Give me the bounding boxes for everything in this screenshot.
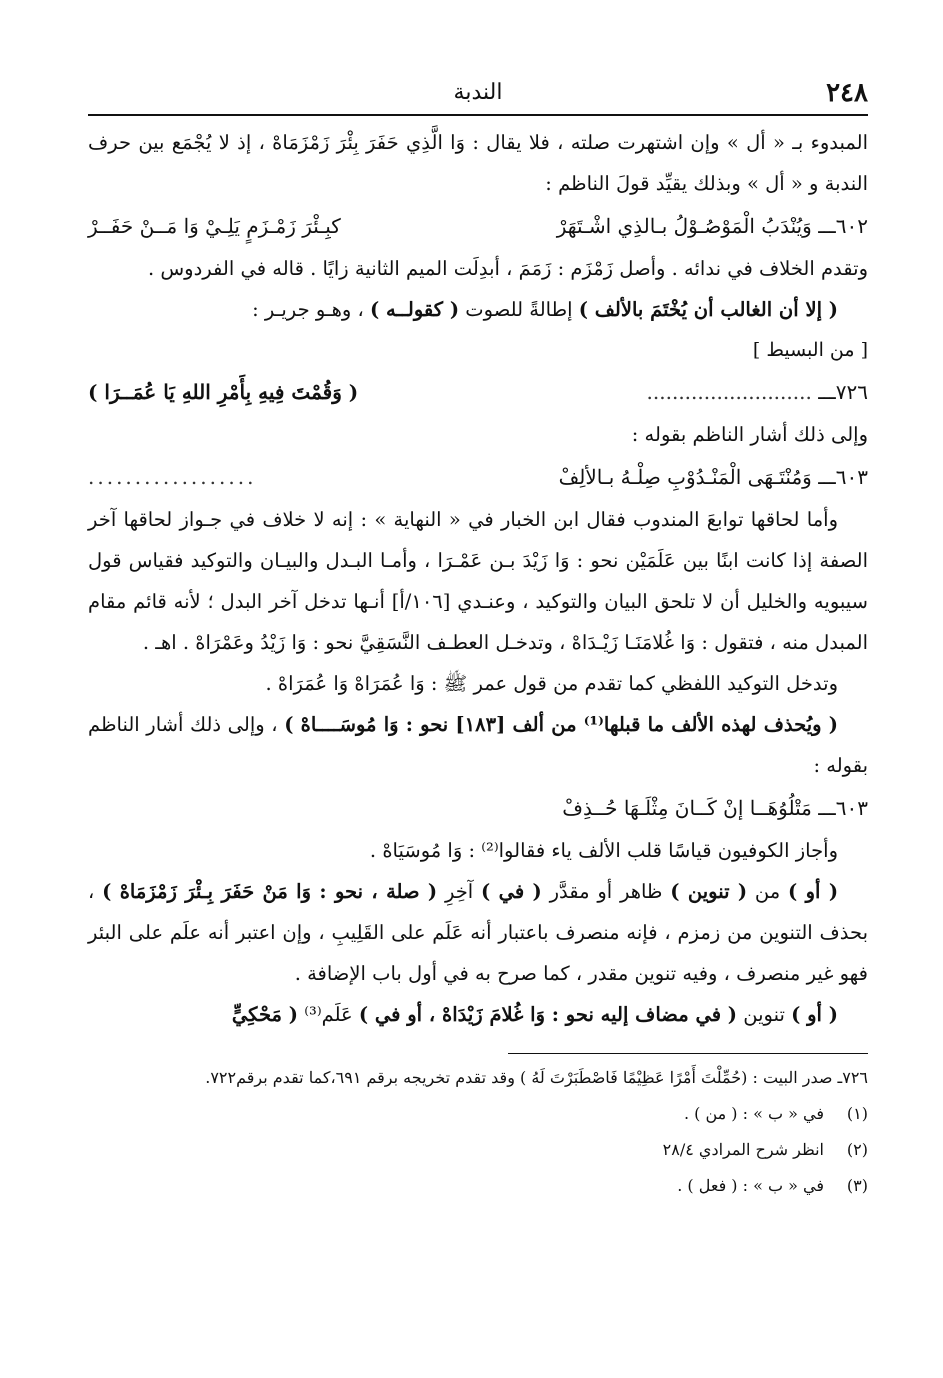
paragraph-9 <box>88 871 868 994</box>
p3-bold-1: ( إلا أن الغالب أن يُخْتَمَ بالألف ) <box>578 298 838 321</box>
verse-603b <box>88 786 868 830</box>
verse-602-first-hemistich <box>557 204 868 248</box>
verse-726-number: ٧٢٦ـــ <box>818 380 868 404</box>
paragraph-4: وإلى ذلك أشار الناظم بقوله : <box>631 423 868 446</box>
verse-603b-number: ٦٠٣ـــ <box>818 796 868 820</box>
verse-602-second-hemistich: كبِـئْرَ زَمْـزَمٍ يَلِـيْ وَا مَــنْ حَفَــرْ <box>88 214 341 238</box>
verse-603a-dots: .................. <box>88 465 257 489</box>
verse-603b-first <box>562 786 868 830</box>
verse-603b-text: مَتْلُوُهَــا إنْ كَــانَ مِثْلَـهَا حُــذِفْ <box>562 796 812 820</box>
p10-e: ( مَحْكِيٍّ <box>231 1003 298 1026</box>
footnote-3 <box>88 1168 868 1204</box>
verse-726-dots: .......................... <box>646 380 812 404</box>
footnote-3-text: في « ب » : ( فعل ) . <box>677 1176 824 1195</box>
footnote-1-number: (١) <box>846 1104 868 1123</box>
paragraph-10 <box>88 994 868 1035</box>
paragraph-1: المبدوء بـ « أل » وإن اشتهرت صلته ، فلا يقال : وَا الَّذِي حَفَرَ بِئْرَ زَمْزَمَاهْ ، إذ لا يُجْمَع بين حرف الندبة و « أل » وبذلك يقيِّد قولَ الناظم : <box>88 131 868 195</box>
p10-b: تنوين <box>743 1003 785 1026</box>
p9-h: ، بحذف التنوين من زمزم ، فإنه منصرف باعتبار أنه عَلَم على القَلِيبِ ، وإن اعتبر أنه علَم على البئر فهو غير منصرف ، وفيه تنوين مقدر ، كما صرح به في أول باب الإضافة . <box>88 880 868 985</box>
p10-d: عَلَم⁽³⁾ <box>304 1003 353 1026</box>
p9-a: ( أو ) <box>788 880 839 903</box>
footnote-3-number: (٣) <box>846 1176 868 1195</box>
verse-603a-number: ٦٠٣ـــ <box>818 465 868 489</box>
footnote-2 <box>88 1132 868 1168</box>
paragraph-5: وأما لحاقها توابعَ المندوب فقال ابن الخبار في « النهاية » : إنه لا خلاف في جـواز لحاقها آخر الصفة إذا كانت ابنًا بين عَلَمَيْن نحو : وَا زَيْدَ بـن عَمْـرَا ، وأمـا البـدل والبيـان والتوكيد فقياس قول سيبويه والخليل أن لا تلحق البيان والتوكيد ، وعنـدي [١٠٦/أ] أنـها تدخل آخر البدل ؛ لأنه قائم مقام المبدل منه ، فتقول : وَا غُلامَنَـا زَيْـدَاهْ ، وتدخـل العطـف النَّسَقِيَّ نحو : وَا زَيْدُ وعَمْرَاهْ . اهـ . <box>88 508 868 654</box>
footnote-rule <box>508 1053 868 1054</box>
paragraph-6: وتدخل التوكيد اللفظي كما تقدم من قول عمر ﷺ : وَا عُمَرَاهْ وَا عُمَرَاهْ . <box>265 672 838 695</box>
paragraph-7 <box>88 704 868 786</box>
verse-602-number: ٦٠٢ـــ <box>818 214 868 238</box>
verse-726-text: ( وَقُمْتَ فِيهِ بِأَمْرِ اللهِ يَا عُمَــرَا ) <box>88 380 359 404</box>
p3-bold-2: ( كقولــه ) <box>370 298 460 321</box>
verse-726 <box>88 370 868 414</box>
p7-end: ، وإلى ذلك أشار الناظم بقوله : <box>88 713 868 777</box>
paragraph-2: وتقدم الخلاف في ندائه . وأصل زَمْزَم : زَمَمَ ، أبدِلَت الميم الثانية زايًا . قاله في الفردوس . <box>147 257 868 280</box>
p3-end: ، وهـو جريـر : <box>252 298 364 321</box>
header-rule <box>88 114 868 116</box>
footnote-1 <box>88 1096 868 1132</box>
verse-726-left-part <box>647 370 868 414</box>
p9-f: آخِرِ <box>444 880 474 903</box>
p3-mid: إطالةً للصوت <box>465 298 573 321</box>
footnote-2-text: انظر شرح المرادي ٢٨/٤ <box>662 1140 824 1159</box>
verse-603a-first <box>559 455 868 499</box>
p10-c: ( في مضاف إليه نحو : وَا غُلامَ زَيْدَاهْ ، أو في ) <box>358 1003 738 1026</box>
verse-602 <box>88 204 868 248</box>
p9-d: ظاهر أو مقدَّر <box>549 880 663 903</box>
verse-602-first-text: وَيُنْدَبُ الْمَوْصُـوْلُ بـالذِي اشْـتَهَرْ <box>556 214 812 238</box>
p9-e: ( في ) <box>481 880 542 903</box>
meter-label: [ من البسيط ] <box>752 339 868 361</box>
page-header <box>88 78 868 114</box>
page-number: ٢٤٨ <box>826 78 868 108</box>
p10-a: ( أو ) <box>791 1003 838 1026</box>
p9-b: من <box>754 880 781 903</box>
footnote-1-text: في « ب » : ( من ) . <box>683 1104 824 1123</box>
footnote-726: ٧٢٦ـ صدر البيت : (حُمِّلْتَ أَمْرًا عَظِيْمًا فَاصْطَبَرْتَ لَهُ ) وقد تقدم تخريجه برقم ٦٩١،كما تقدم برقم٧٢٢. <box>205 1068 868 1087</box>
verse-603a <box>88 455 868 499</box>
paragraph-3 <box>88 289 868 330</box>
p9-g: ( صلة ، نحو : وَا مَنْ حَفَرَ بِـئْرَ زَمْزَمَاهْ ) <box>102 880 438 903</box>
p7-bold: ( ويُحذف لهذه الألف ما قبلها⁽¹⁾ من ألف [١٨٣] نحو : وَا مُوسَــــاهْ ) <box>284 713 838 736</box>
book-page <box>88 78 868 1204</box>
p9-c: ( تنوين ) <box>670 880 748 903</box>
verse-603a-text: وَمُنْتَـهَى الْمَنْـدُوْبِ صِلْـهُ بـالألِفْ <box>558 465 812 489</box>
paragraph-8: وأجاز الكوفيون قياسًا قلب الألف ياء فقالوا⁽²⁾ : وَا مُوسَيَاهْ . <box>369 839 838 862</box>
running-title: الندبة <box>453 80 503 105</box>
footnote-2-number: (٢) <box>846 1140 868 1159</box>
